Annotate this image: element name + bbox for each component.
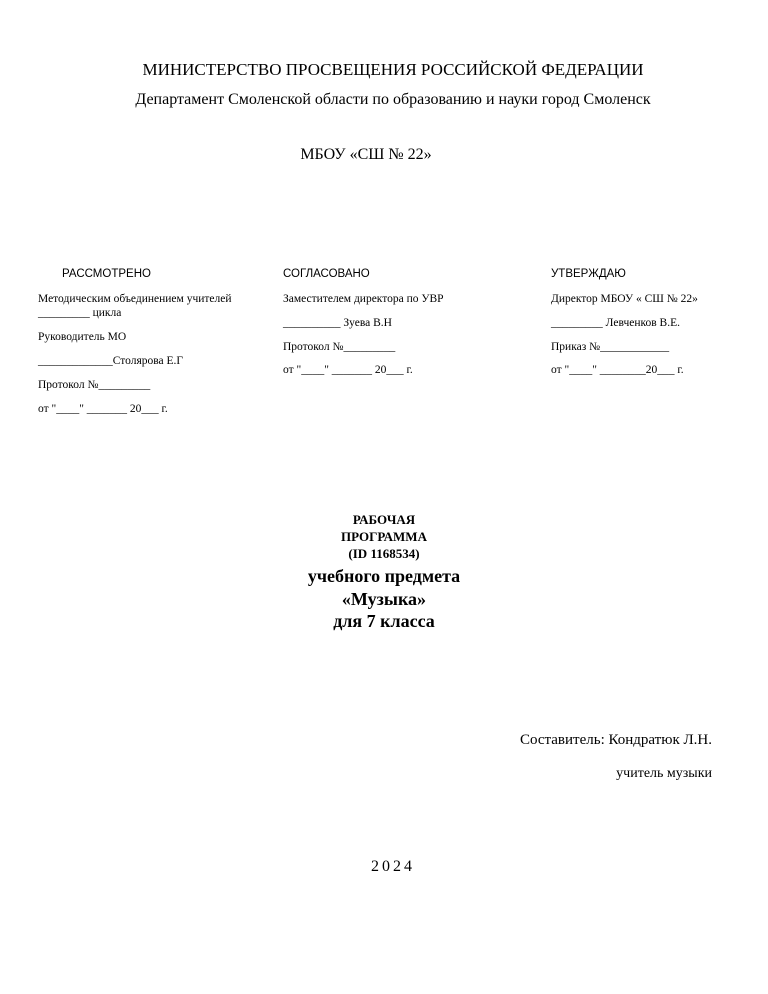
reviewed-cycle: _________ цикла	[38, 307, 122, 319]
agreed-date: от "____" _______ 20___ г.	[283, 364, 413, 376]
author-role: учитель музыки	[616, 766, 712, 781]
document-year: 2024	[371, 858, 415, 875]
reviewed-date: от "____" _______ 20___ г.	[38, 403, 168, 415]
agreed-heading: СОГЛАСОВАНО	[283, 268, 370, 280]
agreed-protocol: Протокол №_________	[283, 341, 396, 353]
ministry-name: МИНИСТЕРСТВО ПРОСВЕЩЕНИЯ РОССИЙСКОЙ ФЕДЕРАЦИИ	[142, 60, 644, 79]
program-subject-name: «Музыка»	[341, 589, 427, 609]
reviewed-heading: РАССМОТРЕНО	[62, 268, 151, 280]
department-name: Департамент Смоленской области по образованию и науки город Смоленск	[135, 91, 651, 108]
approved-date: от "____" ________20___ г.	[551, 364, 684, 376]
program-title-line2: ПРОГРАММА	[341, 529, 427, 544]
school-name: МБОУ «СШ № 22»	[300, 146, 432, 163]
approved-signature: _________ Левченков В.Е.	[551, 317, 680, 329]
approved-heading: УТВЕРЖДАЮ	[551, 268, 626, 280]
reviewed-head-title: Руководитель МО	[38, 331, 127, 343]
program-id: (ID 1168534)	[348, 546, 420, 561]
program-grade: для 7 класса	[333, 611, 435, 631]
agreed-signature: __________ Зуева В.Н	[283, 317, 392, 329]
author-name: Составитель: Кондратюк Л.Н.	[520, 732, 712, 748]
program-title-line1: РАБОЧАЯ	[352, 512, 416, 527]
agreed-body: Заместителем директора по УВР	[283, 293, 444, 305]
reviewed-body: Методическим объединением учителей	[38, 293, 232, 305]
approved-body: Директор МБОУ « СШ № 22»	[551, 293, 698, 305]
reviewed-protocol: Протокол №_________	[38, 379, 151, 391]
approved-order: Приказ №____________	[551, 341, 670, 353]
reviewed-signature: _____________Столярова Е.Г	[38, 355, 184, 367]
program-subject: учебного предмета	[307, 566, 461, 586]
